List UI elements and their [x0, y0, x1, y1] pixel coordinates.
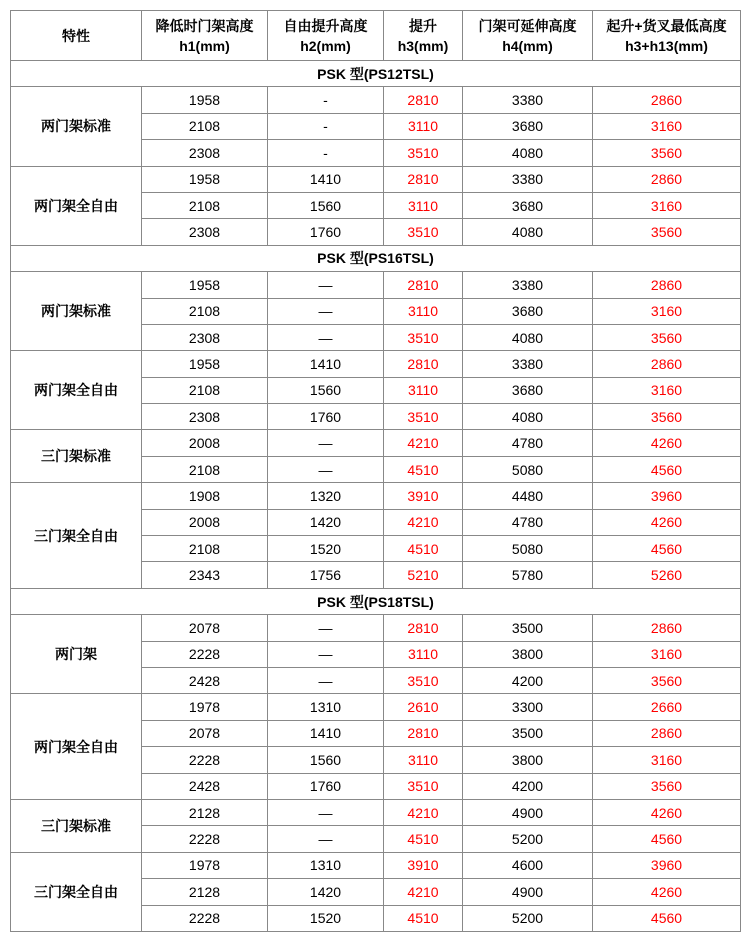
h3-h13-cell: 2860 [593, 87, 741, 113]
h3-h13-cell: 4560 [593, 905, 741, 931]
header-h2: 自由提升高度 h2(mm) [268, 11, 384, 61]
h3-h13-cell: 4260 [593, 879, 741, 905]
h2-cell: — [268, 667, 384, 693]
h1-cell: 2428 [142, 773, 268, 799]
h4-cell: 4080 [463, 404, 593, 430]
h3-h13-cell: 3560 [593, 140, 741, 166]
h3-h13-cell: 3160 [593, 377, 741, 403]
h1-cell: 2308 [142, 140, 268, 166]
h1-cell: 2308 [142, 404, 268, 430]
group-label: 三门架标准 [11, 799, 142, 852]
h3-cell: 4210 [384, 799, 463, 825]
h1-cell: 1908 [142, 483, 268, 509]
header-feature: 特性 [11, 11, 142, 61]
h2-cell: — [268, 456, 384, 482]
h3-h13-cell: 2860 [593, 166, 741, 192]
h4-cell: 3380 [463, 351, 593, 377]
h2-cell: — [268, 298, 384, 324]
h3-cell: 3510 [384, 219, 463, 245]
h4-cell: 5200 [463, 826, 593, 852]
h2-cell: 1420 [268, 509, 384, 535]
section-title: PSK 型(PS16TSL) [11, 245, 741, 271]
section-row [11, 245, 741, 271]
h2-cell: 1520 [268, 905, 384, 931]
h2-cell: — [268, 641, 384, 667]
h3-cell: 2810 [384, 351, 463, 377]
h1-cell: 2128 [142, 799, 268, 825]
h2-cell: — [268, 324, 384, 350]
h3-h13-cell: 2860 [593, 615, 741, 641]
h3-cell: 4510 [384, 536, 463, 562]
h1-cell: 2108 [142, 456, 268, 482]
h4-cell: 5780 [463, 562, 593, 588]
h2-cell: - [268, 87, 384, 113]
group-label: 两门架全自由 [11, 166, 142, 245]
h1-cell: 2008 [142, 430, 268, 456]
table-row [11, 483, 741, 509]
h2-cell: - [268, 140, 384, 166]
h4-cell: 3500 [463, 615, 593, 641]
h4-cell: 3800 [463, 641, 593, 667]
h3-h13-cell: 3160 [593, 192, 741, 218]
h2-cell: 1310 [268, 852, 384, 878]
h3-cell: 3910 [384, 483, 463, 509]
h3-cell: 2810 [384, 272, 463, 298]
h3-h13-cell: 3560 [593, 773, 741, 799]
h2-cell: 1320 [268, 483, 384, 509]
h2-cell: 1410 [268, 351, 384, 377]
h3-cell: 4210 [384, 509, 463, 535]
table-row [11, 272, 741, 298]
h3-cell: 4510 [384, 826, 463, 852]
h4-cell: 3680 [463, 113, 593, 139]
h4-cell: 5200 [463, 905, 593, 931]
header-h3-h13: 起升+货叉最低高度 h3+h13(mm) [593, 11, 741, 61]
h3-h13-cell: 2860 [593, 351, 741, 377]
h2-cell: — [268, 272, 384, 298]
group-label: 两门架标准 [11, 272, 142, 351]
h4-cell: 4780 [463, 430, 593, 456]
h2-cell: 1760 [268, 404, 384, 430]
h2-cell: - [268, 113, 384, 139]
h3-cell: 3110 [384, 192, 463, 218]
h3-h13-cell: 3560 [593, 324, 741, 350]
h1-cell: 1978 [142, 852, 268, 878]
h1-cell: 2108 [142, 298, 268, 324]
h3-h13-cell: 3160 [593, 641, 741, 667]
h4-cell: 4900 [463, 879, 593, 905]
h2-cell: — [268, 826, 384, 852]
spec-table [10, 10, 741, 932]
h3-cell: 3510 [384, 140, 463, 166]
group-label: 三门架标准 [11, 430, 142, 483]
table-row [11, 351, 741, 377]
h1-cell: 1958 [142, 166, 268, 192]
h3-h13-cell: 3960 [593, 852, 741, 878]
h1-cell: 2308 [142, 324, 268, 350]
h1-cell: 2078 [142, 615, 268, 641]
h1-cell: 2008 [142, 509, 268, 535]
h2-cell: 1520 [268, 536, 384, 562]
header-row [11, 11, 741, 61]
group-label: 两门架全自由 [11, 694, 142, 800]
group-label: 三门架全自由 [11, 483, 142, 589]
h2-cell: 1760 [268, 773, 384, 799]
h2-cell: — [268, 615, 384, 641]
h4-cell: 4900 [463, 799, 593, 825]
h3-h13-cell: 3160 [593, 113, 741, 139]
h1-cell: 1978 [142, 694, 268, 720]
h3-cell: 2610 [384, 694, 463, 720]
h4-cell: 3500 [463, 720, 593, 746]
section-title: PSK 型(PS12TSL) [11, 61, 741, 87]
table-header [11, 11, 741, 61]
h3-h13-cell: 4560 [593, 456, 741, 482]
h4-cell: 4080 [463, 324, 593, 350]
table-body [11, 61, 741, 932]
h2-cell: 1756 [268, 562, 384, 588]
h4-cell: 4480 [463, 483, 593, 509]
h3-h13-cell: 4260 [593, 430, 741, 456]
table-row [11, 694, 741, 720]
h4-cell: 3800 [463, 747, 593, 773]
h1-cell: 1958 [142, 87, 268, 113]
section-title: PSK 型(PS18TSL) [11, 588, 741, 614]
table-row [11, 87, 741, 113]
h3-cell: 3110 [384, 641, 463, 667]
h2-cell: 1410 [268, 166, 384, 192]
h3-cell: 3910 [384, 852, 463, 878]
h3-cell: 2810 [384, 87, 463, 113]
h3-cell: 4510 [384, 905, 463, 931]
h2-cell: 1310 [268, 694, 384, 720]
table-row [11, 166, 741, 192]
h3-h13-cell: 5260 [593, 562, 741, 588]
h3-h13-cell: 3560 [593, 404, 741, 430]
group-label: 两门架全自由 [11, 351, 142, 430]
h2-cell: 1760 [268, 219, 384, 245]
h2-cell: 1410 [268, 720, 384, 746]
table-row [11, 852, 741, 878]
h4-cell: 3680 [463, 298, 593, 324]
h4-cell: 3380 [463, 272, 593, 298]
header-h1: 降低时门架高度 h1(mm) [142, 11, 268, 61]
h3-cell: 3110 [384, 377, 463, 403]
h4-cell: 5080 [463, 536, 593, 562]
h1-cell: 2108 [142, 192, 268, 218]
h3-cell: 4210 [384, 879, 463, 905]
group-label: 两门架 [11, 615, 142, 694]
h4-cell: 4200 [463, 773, 593, 799]
h3-cell: 3510 [384, 324, 463, 350]
h1-cell: 2108 [142, 113, 268, 139]
h3-h13-cell: 4260 [593, 799, 741, 825]
table-row [11, 615, 741, 641]
h4-cell: 4200 [463, 667, 593, 693]
h4-cell: 3680 [463, 377, 593, 403]
h1-cell: 2228 [142, 826, 268, 852]
h1-cell: 2308 [142, 219, 268, 245]
h3-cell: 2810 [384, 615, 463, 641]
h2-cell: 1420 [268, 879, 384, 905]
h3-cell: 3510 [384, 667, 463, 693]
h3-h13-cell: 3160 [593, 298, 741, 324]
h3-h13-cell: 3960 [593, 483, 741, 509]
h1-cell: 2108 [142, 377, 268, 403]
h3-h13-cell: 2860 [593, 272, 741, 298]
h4-cell: 3380 [463, 166, 593, 192]
h4-cell: 4080 [463, 219, 593, 245]
h1-cell: 2228 [142, 747, 268, 773]
h3-cell: 4510 [384, 456, 463, 482]
h2-cell: — [268, 799, 384, 825]
section-row [11, 588, 741, 614]
h4-cell: 3380 [463, 87, 593, 113]
h3-h13-cell: 3560 [593, 219, 741, 245]
h3-h13-cell: 4560 [593, 826, 741, 852]
h3-cell: 3510 [384, 404, 463, 430]
group-label: 三门架全自由 [11, 852, 142, 931]
group-label: 两门架标准 [11, 87, 142, 166]
h1-cell: 2228 [142, 905, 268, 931]
h1-cell: 2428 [142, 667, 268, 693]
h3-cell: 3510 [384, 773, 463, 799]
h3-cell: 3110 [384, 113, 463, 139]
h3-cell: 2810 [384, 720, 463, 746]
h4-cell: 4080 [463, 140, 593, 166]
h3-h13-cell: 3560 [593, 667, 741, 693]
h3-h13-cell: 4260 [593, 509, 741, 535]
h3-cell: 3110 [384, 298, 463, 324]
h4-cell: 3300 [463, 694, 593, 720]
h4-cell: 3680 [463, 192, 593, 218]
h3-h13-cell: 2660 [593, 694, 741, 720]
h3-cell: 2810 [384, 166, 463, 192]
header-h4: 门架可延伸高度 h4(mm) [463, 11, 593, 61]
header-h3: 提升 h3(mm) [384, 11, 463, 61]
h3-cell: 5210 [384, 562, 463, 588]
table-row [11, 430, 741, 456]
h1-cell: 1958 [142, 272, 268, 298]
h1-cell: 2108 [142, 536, 268, 562]
h4-cell: 4600 [463, 852, 593, 878]
h1-cell: 2128 [142, 879, 268, 905]
h2-cell: 1560 [268, 377, 384, 403]
h3-cell: 3110 [384, 747, 463, 773]
h3-cell: 4210 [384, 430, 463, 456]
h4-cell: 4780 [463, 509, 593, 535]
h2-cell: — [268, 430, 384, 456]
h2-cell: 1560 [268, 192, 384, 218]
h1-cell: 1958 [142, 351, 268, 377]
h1-cell: 2228 [142, 641, 268, 667]
table-row [11, 799, 741, 825]
h3-h13-cell: 2860 [593, 720, 741, 746]
h4-cell: 5080 [463, 456, 593, 482]
h3-h13-cell: 3160 [593, 747, 741, 773]
h1-cell: 2078 [142, 720, 268, 746]
h3-h13-cell: 4560 [593, 536, 741, 562]
h1-cell: 2343 [142, 562, 268, 588]
h2-cell: 1560 [268, 747, 384, 773]
section-row [11, 61, 741, 87]
